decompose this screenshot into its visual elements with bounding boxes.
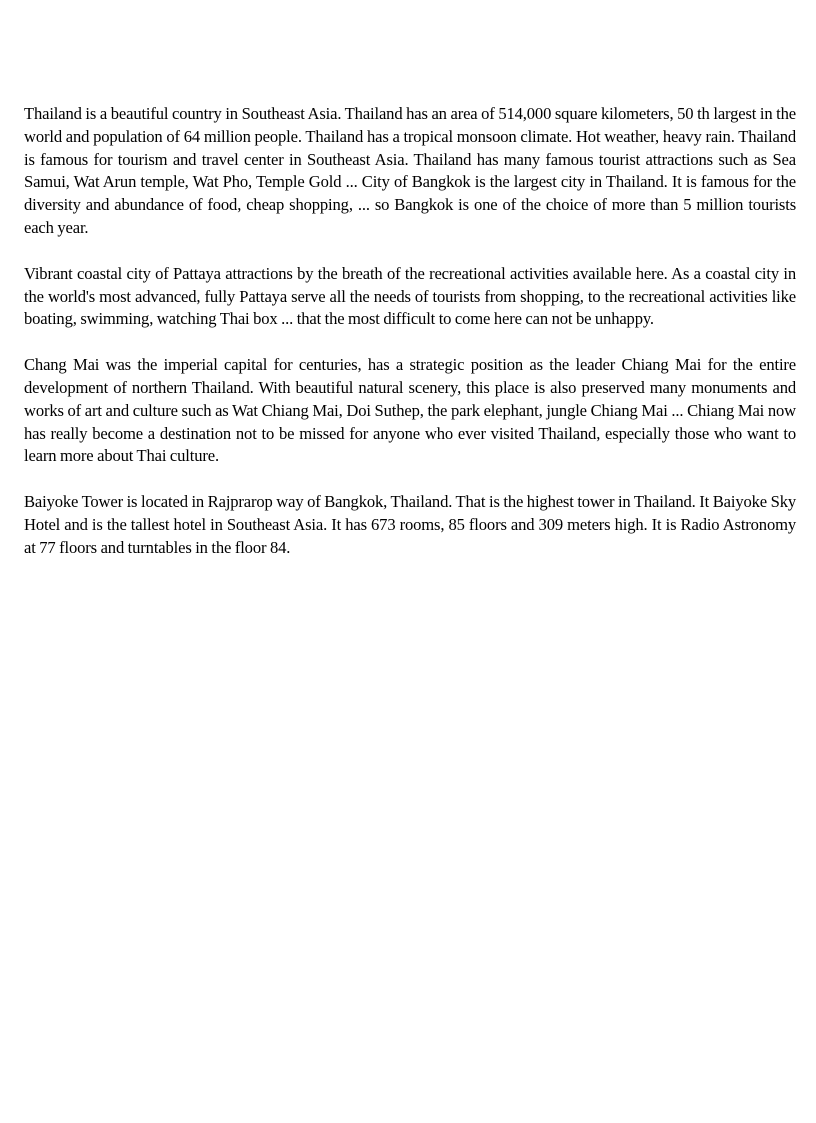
document-body — [24, 103, 796, 583]
paragraph-chiang-mai: Chang Mai was the imperial capital for centuries, has a strategic position as the leader Chiang Mai for the entire development of northern Thailand. With beautiful natural scenery, this place is also preserved many monuments and works of art and culture such as Wat Chiang Mai, Doi Suthep, the park elephant, jungle Chiang Mai ... Chiang Mai now has really become a destination not to be missed for anyone who ever visited Thailand, especially those who want to learn more about Thai culture. — [24, 355, 796, 466]
paragraph-baiyoke-tower: Baiyoke Tower is located in Rajprarop way of Bangkok, Thailand. That is the highest tower in Thailand. It Baiyoke Sky Hotel and is the tallest hotel in Southeast Asia. It has 673 rooms, 85 floors and 309 meters high. It is Radio Astronomy at 77 floors and turntables in the floor 84. — [24, 492, 796, 557]
paragraph-pattaya: Vibrant coastal city of Pattaya attractions by the breath of the recreational activities available here. As a coastal city in the world's most advanced, fully Pattaya serve all the needs of tourists from shopping, to the recreational activities like boating, swimming, watching Thai box ... that the most difficult to come here can not be unhappy. — [24, 263, 796, 329]
paragraph-thailand-overview: Thailand is a beautiful country in Southeast Asia. Thailand has an area of 514,000 square kilometers, 50 th largest in the world and population of 64 million people. Thailand has a tropical monsoon climate. Hot weather, heavy rain. Thailand is famous for tourism and travel center in Southeast Asia. Thailand has many famous tourist attractions such as Sea Samui, Wat Arun temple, Wat Pho, Temple Gold ... City of Bangkok is the largest city in Thailand. It is famous for the diversity and abundance of food, cheap shopping, ... so Bangkok is one of the choice of more than 5 million tourists each year. — [24, 104, 796, 237]
